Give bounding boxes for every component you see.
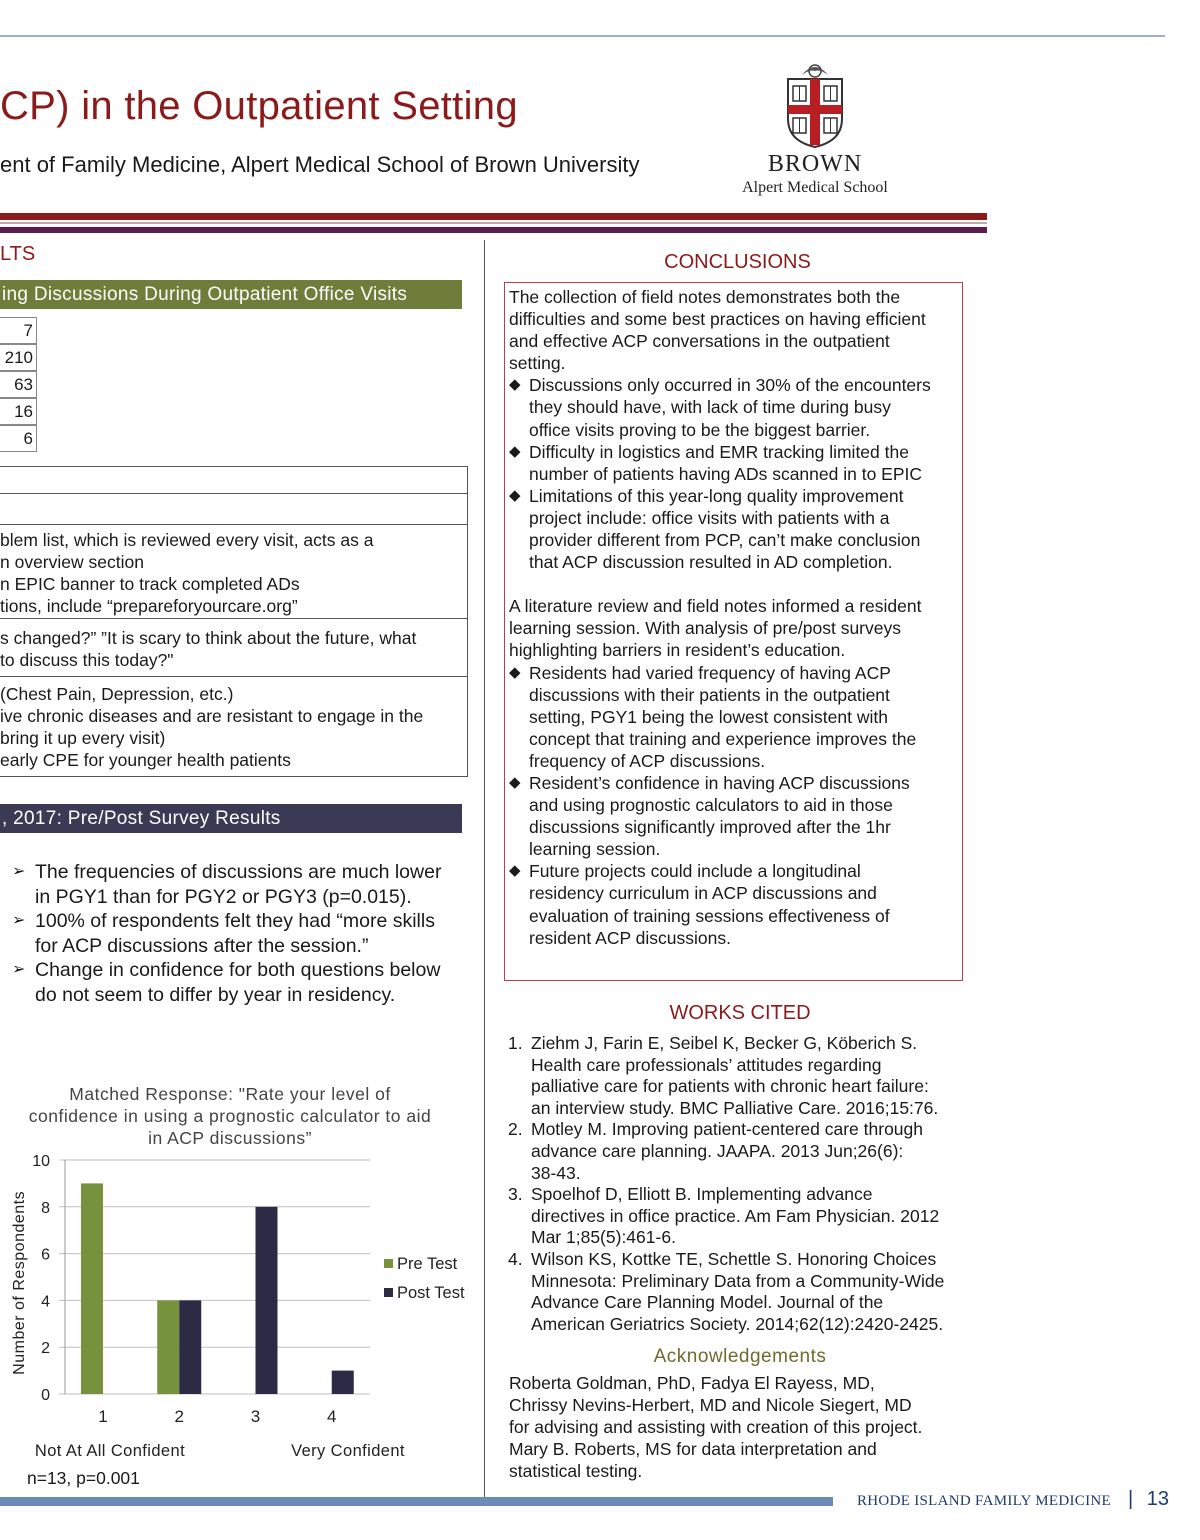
text-line: Difficulty in logistics and EMR tracking limited the: [529, 441, 909, 462]
header-band-purple: [0, 227, 987, 233]
text-line: learning session. With analysis of pre/post surveys: [509, 618, 901, 639]
acknowledgements-text: [509, 1372, 969, 1482]
table-text-line: early CPE for younger health patients: [0, 750, 291, 770]
text-line: statistical testing.: [509, 1461, 643, 1481]
text-line: resident ACP discussions.: [529, 927, 732, 948]
diamond-bullet-icon: ◆: [509, 486, 521, 504]
text-line: Roberta Goldman, PhD, Fadya El Rayess, MD,: [509, 1373, 875, 1393]
list-item: [509, 772, 961, 860]
count-cell: 7: [0, 317, 37, 344]
x-tick-label: 3: [250, 1407, 261, 1426]
count-cell: 210: [0, 344, 37, 371]
text-line: Advance Care Planning Model. Journal of the: [531, 1292, 884, 1313]
text-line: office visits proving to be the biggest barrier.: [529, 419, 871, 440]
chart-title-line: in ACP discussions”: [148, 1128, 312, 1148]
bar-post-test: [332, 1371, 354, 1394]
text-line: The collection of field notes demonstrates both the: [509, 287, 901, 307]
y-tick-label: 6: [41, 1246, 50, 1264]
list-item: [508, 1119, 968, 1184]
x-tick-label: 1: [98, 1407, 108, 1426]
arrow-bullet-icon: ➢: [12, 961, 26, 978]
bullet-line: in PGY1 than for PGY2 or PGY3 (p=0.015).: [35, 885, 412, 908]
list-item: [508, 1184, 968, 1249]
survey-results-banner: , 2017: Pre/Post Survey Results: [0, 804, 462, 833]
y-tick-label: 0: [41, 1387, 50, 1404]
results-heading: LTS: [0, 243, 36, 265]
conclusions-heading: CONCLUSIONS: [664, 251, 811, 273]
count-cell: 6: [0, 425, 37, 452]
text-line: an interview study. BMC Palliative Care. 2016;15:76.: [531, 1097, 939, 1118]
text-line: evaluation of training sessions effectiveness of: [529, 905, 890, 926]
list-item: [10, 860, 480, 909]
count-cell: 63: [0, 371, 37, 398]
table-text-line: s changed?” ”It is scary to think about the future, what: [0, 628, 417, 648]
text-line: Residents had varied frequency of having ACP: [529, 662, 891, 683]
text-line: number of patients having ADs scanned in to EPIC: [529, 463, 923, 484]
diamond-bullet-icon: ◆: [509, 376, 521, 394]
bullet-line: 100% of respondents felt they had “more skills: [35, 910, 435, 932]
text-line: Chrissy Nevins-Herbert, MD and Nicole Siegert, MD: [509, 1395, 912, 1415]
journal-title: RHODE ISLAND FAMILY MEDICINE: [857, 1493, 1111, 1509]
table-text-line: to discuss this today?": [0, 650, 174, 670]
works-cited-list: [508, 1033, 968, 1335]
text-line: setting, PGY1 being the lowest consistent with: [529, 706, 888, 727]
conclusions-text: [509, 286, 961, 949]
count-cell: 16: [0, 398, 37, 425]
text-line: palliative care for patients with chronic heart failure:: [531, 1076, 929, 1097]
text-line: Health care professionals’ attitudes regarding: [531, 1054, 882, 1075]
table-text-line: bring it up every visit): [0, 728, 166, 748]
brown-crest-icon: [780, 57, 850, 149]
table-text-line: ive chronic diseases and are resistant to engage in the: [0, 706, 424, 726]
header-band-light: [0, 222, 987, 224]
text-line: 38-43.: [531, 1162, 581, 1183]
top-rule: [0, 35, 1165, 37]
text-line: and using prognostic calculators to aid in those: [529, 795, 893, 816]
table-text-line: (Chest Pain, Depression, etc.): [0, 684, 234, 704]
ref-number: 2.: [508, 1119, 523, 1140]
diamond-bullet-icon: ◆: [509, 442, 521, 460]
table-text-line: tions, include “prepareforyourcare.org”: [0, 596, 298, 616]
chart-title-line: Matched Response: "Rate your level of: [69, 1084, 391, 1104]
barriers-table: [0, 466, 468, 777]
y-tick-label: 2: [41, 1340, 50, 1358]
poster-title: CP) in the Outpatient Setting: [0, 84, 518, 128]
discussions-banner: ing Discussions During Outpatient Office Visits: [0, 280, 462, 309]
list-item: [509, 485, 961, 573]
text-line: they should have, with lack of time during busy: [529, 397, 891, 418]
chart-title-line: confidence in using a prognostic calculator to aid: [28, 1106, 432, 1126]
diamond-bullet-icon: ◆: [509, 862, 521, 880]
diamond-bullet-icon: ◆: [509, 773, 521, 791]
text-line: Wilson KS, Kottke TE, Schettle S. Honoring Choices: [531, 1248, 937, 1269]
column-divider: [484, 240, 485, 1498]
confidence-bar-chart: [0, 1150, 480, 1465]
text-line: and effective ACP conversations in the outpatient: [509, 331, 890, 352]
bullet-line: for ACP discussions after the session.”: [35, 934, 369, 957]
list-item: [509, 860, 961, 948]
arrow-bullet-icon: ➢: [12, 912, 26, 929]
text-line: Motley M. Improving patient-centered care through: [531, 1119, 923, 1140]
text-line: directives in office practice. Am Fam Physician. 2012: [531, 1205, 940, 1226]
survey-bullets: [10, 860, 480, 1007]
text-line: Minnesota: Preliminary Data from a Community-Wide: [531, 1270, 945, 1291]
y-tick-label: 4: [41, 1293, 50, 1311]
x-high-label: Very Confident: [291, 1442, 405, 1460]
list-item: [508, 1249, 968, 1335]
bar-pre-test: [81, 1183, 103, 1394]
page-number: [1128, 1488, 1169, 1511]
legend-label: Pre Test: [397, 1255, 458, 1273]
arrow-bullet-icon: ➢: [12, 863, 26, 880]
legend-label: Post Test: [397, 1284, 465, 1302]
y-axis-title: Number of Respondents: [11, 1190, 28, 1375]
text-line: for advising and assisting with creation of this project.: [509, 1417, 923, 1437]
text-line: Mar 1;85(5):461-6.: [531, 1227, 676, 1248]
text-line: frequency of ACP discussions.: [529, 750, 766, 771]
bullet-line: The frequencies of discussions are much lower: [35, 861, 442, 883]
text-line: discussions significantly improved after the 1hr: [529, 817, 891, 838]
text-line: learning session.: [529, 839, 661, 860]
chart-title: [0, 1083, 460, 1149]
text-line: Ziehm J, Farin E, Seibel K, Becker G, Köberich S.: [531, 1033, 918, 1053]
list-item: [509, 374, 961, 440]
text-line: setting.: [509, 353, 566, 374]
text-line: Discussions only occurred in 30% of the encounters: [529, 375, 931, 396]
bar-post-test: [256, 1207, 278, 1394]
legend-swatch: [384, 1259, 393, 1268]
ref-number: 1.: [508, 1033, 523, 1053]
text-line: Spoelhof D, Elliott B. Implementing advance: [531, 1184, 873, 1205]
text-line: Limitations of this year-long quality improvement: [529, 485, 904, 506]
text-line: highlighting barriers in resident’s education.: [509, 640, 846, 661]
legend-swatch: [384, 1288, 393, 1297]
text-line: advance care planning. JAAPA. 2013 Jun;26(6):: [531, 1140, 904, 1161]
text-line: project include: office visits with patients with a: [529, 507, 890, 528]
text-line: Resident’s confidence in having ACP discussions: [529, 772, 910, 793]
table-row-divider: [0, 524, 467, 525]
x-low-label: Not At All Confident: [34, 1442, 186, 1460]
sample-note: n=13, p=0.001: [27, 1468, 140, 1488]
footer-separator: |: [1128, 1488, 1134, 1510]
x-tick-label: 4: [327, 1407, 337, 1426]
text-line: discussions with their patients in the outpatient: [529, 684, 890, 705]
bullet-line: Change in confidence for both questions below: [35, 959, 441, 981]
text-line: difficulties and some best practices on having efficient: [509, 309, 926, 330]
table-row-divider: [0, 676, 467, 677]
brown-logo: [730, 55, 900, 205]
y-tick-label: 8: [41, 1199, 50, 1217]
table-text-line: n overview section: [0, 552, 144, 572]
poster-affiliation: ent of Family Medicine, Alpert Medical School of Brown University: [0, 152, 640, 177]
logo-school: Alpert Medical School: [742, 179, 888, 196]
footer-bar: [0, 1497, 833, 1506]
list-item: [10, 958, 480, 1007]
text-line: provider different from PCP, can’t make conclusion: [529, 530, 921, 551]
table-row-divider: [0, 493, 467, 494]
text-line: A literature review and field notes informed a resident: [509, 596, 922, 617]
text-line: Mary B. Roberts, MS for data interpretation and: [509, 1439, 877, 1459]
list-item: [10, 909, 480, 958]
acknowledgements-heading: Acknowledgements: [653, 1346, 827, 1367]
list-item: [509, 662, 961, 772]
bar-post-test: [179, 1300, 201, 1394]
table-text-line: n EPIC banner to track completed ADs: [0, 574, 300, 594]
page-number-value: 13: [1146, 1488, 1170, 1510]
list-item: [509, 441, 961, 485]
bar-pre-test: [157, 1300, 179, 1394]
header-band-maroon: [0, 213, 987, 220]
text-line: Future projects could include a longitudinal: [529, 861, 861, 882]
text-line: concept that training and experience improves the: [529, 728, 917, 749]
ref-number: 3.: [508, 1184, 523, 1205]
list-item: [508, 1033, 968, 1119]
x-tick-label: 2: [174, 1407, 184, 1426]
works-cited-heading: WORKS CITED: [669, 1002, 811, 1024]
table-row-divider: [0, 618, 467, 619]
text-line: residency curriculum in ACP discussions and: [529, 883, 877, 904]
counts-table: [0, 317, 37, 454]
y-tick-label: 10: [32, 1153, 50, 1170]
logo-name: BROWN: [767, 151, 863, 177]
diamond-bullet-icon: ◆: [509, 663, 521, 681]
table-text-line: blem list, which is reviewed every visit, acts as a: [0, 530, 374, 550]
ref-number: 4.: [508, 1248, 523, 1269]
text-line: that ACP discussion resulted in AD completion.: [529, 552, 893, 573]
text-line: American Geriatrics Society. 2014;62(12):2420-2425.: [531, 1313, 944, 1334]
bullet-line: do not seem to differ by year in residency.: [35, 983, 396, 1006]
